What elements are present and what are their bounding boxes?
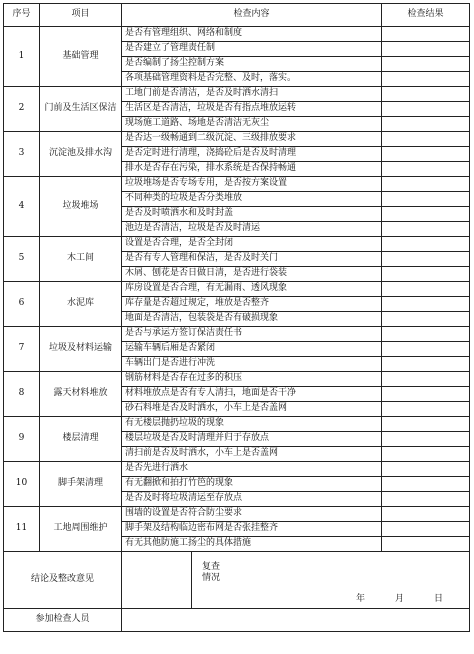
inspection-body: [4, 27, 470, 552]
conclusion-row: [4, 552, 470, 609]
date-line: [356, 595, 443, 604]
row-project-name: 木工间: [40, 237, 122, 282]
row-project-name: 露天材料堆放: [40, 372, 122, 417]
check-item: 运输车辆后厢是否紧闭: [122, 342, 382, 357]
check-result-field[interactable]: [382, 72, 470, 87]
check-result-field[interactable]: [382, 342, 470, 357]
check-result-field[interactable]: [382, 462, 470, 477]
check-result-field[interactable]: [382, 192, 470, 207]
check-item: 砂石料堆是否及时洒水，小车上是否盖网: [122, 402, 382, 417]
check-item: 脚手架及结构临边密布网是否张挂整齐: [122, 522, 382, 537]
header-row: [4, 4, 470, 27]
table-row: [4, 87, 470, 102]
row-project-name: 垃圾及材料运输: [40, 327, 122, 372]
check-result-field[interactable]: [382, 222, 470, 237]
row-project-name: 楼层清理: [40, 417, 122, 462]
row-project-name: 工地周围维护: [40, 507, 122, 552]
row-seq-number: 5: [4, 237, 40, 282]
recheck-area: [192, 552, 470, 609]
check-item: 地面是否清洁，包装袋是否有破损现象: [122, 312, 382, 327]
check-item: 是否先进行洒水: [122, 462, 382, 477]
table-row: [4, 327, 470, 342]
check-result-field[interactable]: [382, 447, 470, 462]
check-result-field[interactable]: [382, 177, 470, 192]
check-item: 材料堆放点是否有专人清扫，地面是否干净: [122, 387, 382, 402]
header-project: 项目: [40, 4, 122, 27]
header-content: 检查内容: [122, 4, 382, 27]
check-result-field[interactable]: [382, 27, 470, 42]
check-result-field[interactable]: [382, 387, 470, 402]
check-item: 垃圾堆场是否专场专用，是否按方案设置: [122, 177, 382, 192]
row-seq-number: 11: [4, 507, 40, 552]
row-project-name: 基础管理: [40, 27, 122, 87]
footer-body: [4, 552, 470, 632]
inspectors-label: 参加检查人员: [4, 609, 122, 632]
check-item: 不同种类的垃圾是否分类堆放: [122, 192, 382, 207]
check-item: 是否与承运方签订保洁责任书: [122, 327, 382, 342]
row-project-name: 脚手架清理: [40, 462, 122, 507]
check-result-field[interactable]: [382, 477, 470, 492]
check-result-field[interactable]: [382, 207, 470, 222]
check-result-field[interactable]: [382, 252, 470, 267]
inspection-table: [3, 3, 470, 632]
row-project-name: 门前及生活区保洁: [40, 87, 122, 132]
table-row: [4, 27, 470, 42]
row-seq-number: 9: [4, 417, 40, 462]
check-item: 池边是否清洁，垃圾是否及时清运: [122, 222, 382, 237]
check-item: 有无翻掀和拍打竹笆的现象: [122, 477, 382, 492]
check-item: 是否定时进行清理，浇捣砼后是否及时清理: [122, 147, 382, 162]
recheck-label: 复查情况: [201, 562, 220, 583]
row-project-name: 沉淀池及排水沟: [40, 132, 122, 177]
table-row: [4, 237, 470, 252]
row-seq-number: 3: [4, 132, 40, 177]
day-label: 日: [434, 593, 444, 604]
row-seq-number: 6: [4, 282, 40, 327]
month-label: 月: [394, 593, 404, 604]
check-result-field[interactable]: [382, 402, 470, 417]
row-seq-number: 2: [4, 87, 40, 132]
check-result-field[interactable]: [382, 87, 470, 102]
check-result-field[interactable]: [382, 507, 470, 522]
table-row: [4, 462, 470, 477]
header-seq: 序号: [4, 4, 40, 27]
check-item: 是否达一级畅通到二级沉淀、三级排放要求: [122, 132, 382, 147]
check-item: 钢筋材料是否存在过多的积压: [122, 372, 382, 387]
table-row: [4, 372, 470, 387]
check-item: 工地门前是否清洁，是否及时洒水清扫: [122, 87, 382, 102]
table-row: [4, 132, 470, 147]
table-row: [4, 417, 470, 432]
check-result-field[interactable]: [382, 297, 470, 312]
conclusion-label: 结论及整改意见: [4, 552, 122, 609]
check-result-field[interactable]: [382, 132, 470, 147]
check-result-field[interactable]: [382, 432, 470, 447]
row-seq-number: 10: [4, 462, 40, 507]
check-item: 是否有专人管理和保洁，是否及时关门: [122, 252, 382, 267]
check-item: 有无其他防施工扬尘的具体措施: [122, 537, 382, 552]
row-seq-number: 8: [4, 372, 40, 417]
check-result-field[interactable]: [382, 522, 470, 537]
check-item: 有无楼层抛扔垃圾的现象: [122, 417, 382, 432]
check-item: 清扫前是否及时洒水，小车上是否盖网: [122, 447, 382, 462]
check-item: 围墙的设置是否符合防尘要求: [122, 507, 382, 522]
check-item: 库存量是否超过规定，堆放是否整齐: [122, 297, 382, 312]
check-result-field[interactable]: [382, 357, 470, 372]
year-label: 年: [355, 593, 365, 604]
check-item: 排水是否存在污染，排水系统是否保持畅通: [122, 162, 382, 177]
check-result-field[interactable]: [382, 327, 470, 342]
check-result-field[interactable]: [382, 42, 470, 57]
check-item: 是否及时喷洒水和及时封盖: [122, 207, 382, 222]
check-result-field[interactable]: [382, 162, 470, 177]
check-item: 现场施工道路、场地是否清洁无灰尘: [122, 117, 382, 132]
check-result-field[interactable]: [382, 417, 470, 432]
check-item: 是否建立了管理责任制: [122, 42, 382, 57]
row-seq-number: 4: [4, 177, 40, 237]
check-item: 车辆出门是否进行冲洗: [122, 357, 382, 372]
check-item: 木屑、刨花是否日做日清，是否进行袋装: [122, 267, 382, 282]
table-row: [4, 177, 470, 192]
check-result-field[interactable]: [382, 282, 470, 297]
table-row: [4, 282, 470, 297]
check-result-field[interactable]: [382, 537, 470, 552]
check-result-field[interactable]: [382, 102, 470, 117]
check-result-field[interactable]: [382, 57, 470, 72]
inspectors-row: [4, 609, 470, 632]
table-row: [4, 507, 470, 522]
row-project-name: 垃圾堆场: [40, 177, 122, 237]
check-result-field[interactable]: [382, 372, 470, 387]
check-item: 楼层垃圾是否及时清理并归于存放点: [122, 432, 382, 447]
inspectors-field[interactable]: [122, 609, 470, 632]
row-seq-number: 7: [4, 327, 40, 372]
check-result-field[interactable]: [382, 312, 470, 327]
check-item: 是否及时将垃圾清运至存放点: [122, 492, 382, 507]
check-item: 是否有管理组织、网络和制度: [122, 27, 382, 42]
row-seq-number: 1: [4, 27, 40, 87]
row-project-name: 水泥库: [40, 282, 122, 327]
check-result-field[interactable]: [382, 267, 470, 282]
check-result-field[interactable]: [382, 237, 470, 252]
check-item: 库房设置是否合理，有无漏雨、透风现象: [122, 282, 382, 297]
check-item: 设置是否合理，是否全封闭: [122, 237, 382, 252]
check-result-field[interactable]: [382, 147, 470, 162]
header-result: 检查结果: [382, 4, 470, 27]
check-result-field[interactable]: [382, 117, 470, 132]
check-result-field[interactable]: [382, 492, 470, 507]
conclusion-field[interactable]: [122, 552, 192, 609]
check-item: 生活区是否清洁，垃圾是否有指点堆放运转: [122, 102, 382, 117]
check-item: 各项基础管理资料是否完整、及时，落实。: [122, 72, 382, 87]
check-item: 是否编制了扬尘控制方案: [122, 57, 382, 72]
